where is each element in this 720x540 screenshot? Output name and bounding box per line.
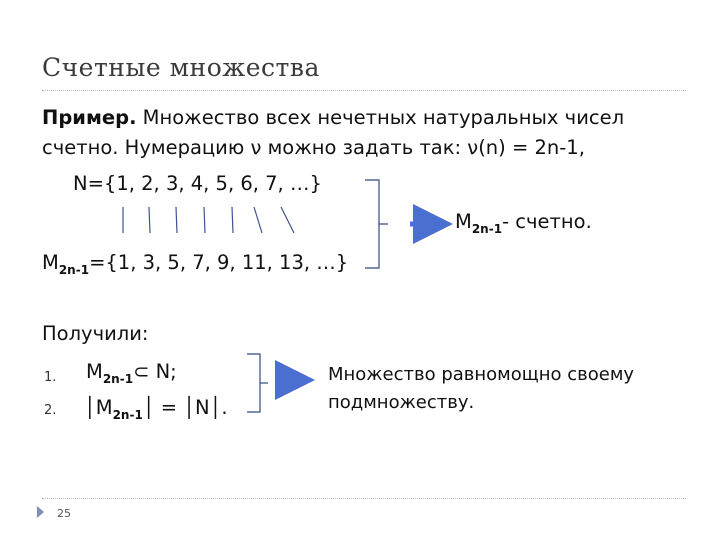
example-line-2: счетно. Нумерацию ν можно задать так: ν(n) = 2n-1, xyxy=(42,136,585,159)
footer-marker-icon xyxy=(37,506,44,518)
results-bracket xyxy=(247,354,260,412)
item-2-left-bar: │ xyxy=(84,396,96,419)
item-2-equality: │ = │N│. xyxy=(142,396,228,419)
item-2-letter: M xyxy=(95,396,113,419)
list-number-2: 2. xyxy=(44,403,57,418)
conclusion-subscript: 2n-1 xyxy=(471,222,503,236)
conclusion-letter: M xyxy=(455,210,472,233)
odd-set-subscript: 2n-1 xyxy=(58,263,90,277)
list-number-1: 1. xyxy=(44,370,57,385)
sets-bracket xyxy=(365,180,379,268)
example-line-1-text: Множество всех нечетных натуральных чисел xyxy=(136,106,625,129)
mapping-line-5 xyxy=(232,207,233,233)
conclusion-text: - счетно. xyxy=(502,210,592,233)
natural-numbers-set: N={1, 2, 3, 4, 5, 6, 7, …} xyxy=(73,172,322,195)
odd-set-elements: ={1, 3, 5, 7, 9, 11, 13, …} xyxy=(89,251,349,274)
mapping-line-6 xyxy=(254,207,262,233)
item-2-subscript: 2n-1 xyxy=(112,408,143,422)
note-line-1: Множество равномощно своему xyxy=(328,364,635,385)
mapping-line-3 xyxy=(176,207,177,233)
page-number: 25 xyxy=(57,507,71,520)
item-1-letter: M xyxy=(86,360,103,383)
item-1-subscript: 2n-1 xyxy=(102,372,134,386)
odd-set-letter: M xyxy=(42,251,59,274)
item-1-relation: ⊂ N; xyxy=(133,360,177,383)
result-heading: Получили: xyxy=(42,322,149,345)
mapping-line-2 xyxy=(149,207,150,233)
mapping-line-7 xyxy=(281,207,294,233)
note-line-2: подмножеству. xyxy=(328,392,475,413)
mapping-line-4 xyxy=(204,207,205,233)
slide-title: Счетные множества xyxy=(42,53,320,82)
mapping-lines xyxy=(123,207,294,233)
example-label: Пример. xyxy=(42,106,137,129)
